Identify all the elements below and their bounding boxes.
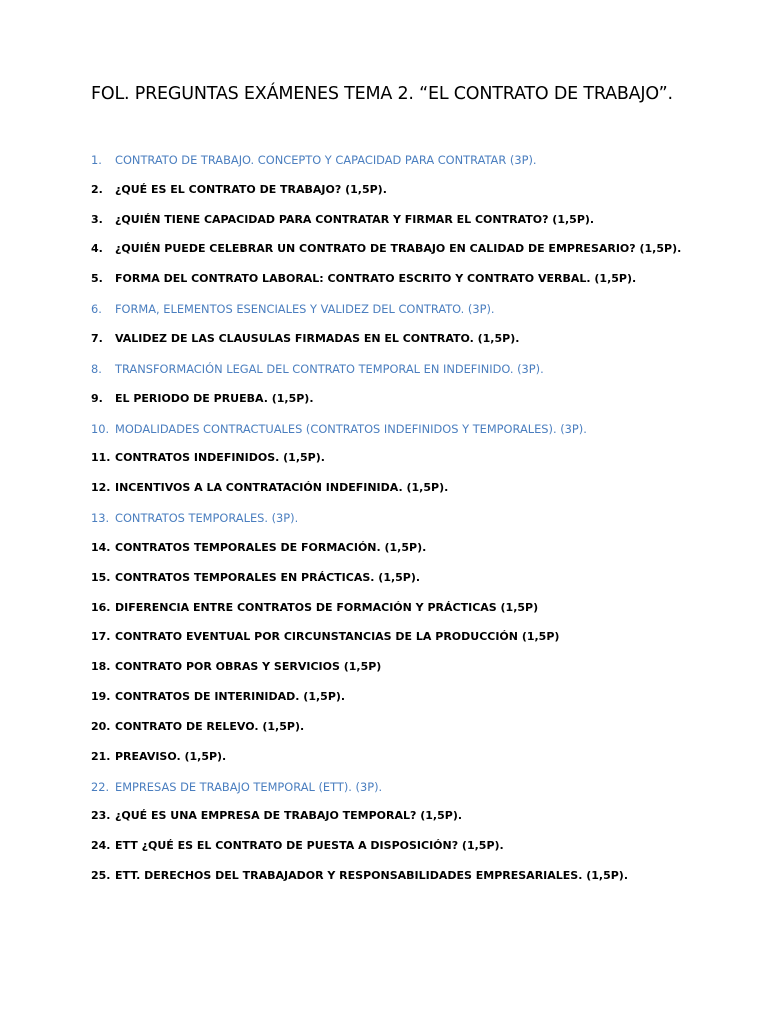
question-item bbox=[91, 324, 741, 354]
question-item bbox=[91, 802, 741, 832]
question-number: 21. bbox=[91, 749, 111, 763]
question-number: 14. bbox=[91, 540, 111, 554]
question-item bbox=[91, 414, 741, 444]
question-item bbox=[91, 712, 741, 742]
question-number: 9. bbox=[91, 391, 103, 405]
question-text: TRANSFORMACIÓN LEGAL DEL CONTRATO TEMPORAL EN INDEFINIDO. (3P). bbox=[115, 361, 544, 376]
question-item bbox=[91, 384, 741, 414]
question-text: CONTRATO POR OBRAS Y SERVICIOS (1,5P) bbox=[115, 660, 382, 674]
question-number: 1. bbox=[91, 152, 102, 167]
question-number: 23. bbox=[91, 809, 111, 823]
question-number: 4. bbox=[91, 242, 103, 256]
question-number: 8. bbox=[91, 361, 102, 376]
question-item bbox=[91, 742, 741, 772]
question-item bbox=[91, 652, 741, 682]
question-item bbox=[91, 294, 741, 324]
question-text: FORMA, ELEMENTOS ESENCIALES Y VALIDEZ DEL CONTRATO. (3P). bbox=[115, 302, 495, 317]
question-number: 11. bbox=[91, 451, 111, 465]
question-number: 17. bbox=[91, 630, 111, 644]
question-text: CONTRATO DE TRABAJO. CONCEPTO Y CAPACIDAD PARA CONTRATAR (3P). bbox=[115, 152, 537, 167]
question-text: ETT. DERECHOS DEL TRABAJADOR Y RESPONSABILIDADES EMPRESARIALES. (1,5P). bbox=[115, 869, 629, 883]
question-item bbox=[91, 563, 741, 593]
question-item bbox=[91, 682, 741, 712]
question-text: CONTRATOS TEMPORALES. (3P). bbox=[115, 511, 299, 526]
question-text: CONTRATOS TEMPORALES EN PRÁCTICAS. (1,5P). bbox=[115, 570, 421, 584]
question-item bbox=[91, 593, 741, 623]
question-text: ¿QUIÉN TIENE CAPACIDAD PARA CONTRATAR Y FIRMAR EL CONTRATO? (1,5P). bbox=[115, 212, 595, 226]
question-item bbox=[91, 264, 741, 294]
question-text: CONTRATO EVENTUAL POR CIRCUNSTANCIAS DE LA PRODUCCIÓN (1,5P) bbox=[115, 630, 560, 644]
question-item bbox=[91, 503, 741, 533]
question-item bbox=[91, 235, 741, 265]
question-number: 7. bbox=[91, 331, 103, 345]
question-number: 19. bbox=[91, 690, 111, 704]
question-text: PREAVISO. (1,5P). bbox=[115, 749, 227, 763]
question-item bbox=[91, 533, 741, 563]
question-number: 12. bbox=[91, 481, 111, 495]
question-number: 3. bbox=[91, 212, 103, 226]
question-number: 10. bbox=[91, 421, 110, 436]
question-text: EL PERIODO DE PRUEBA. (1,5P). bbox=[115, 391, 314, 405]
question-number: 20. bbox=[91, 719, 111, 733]
question-item bbox=[91, 175, 741, 205]
question-list bbox=[91, 145, 741, 891]
question-item bbox=[91, 831, 741, 861]
question-text: INCENTIVOS A LA CONTRATACIÓN INDEFINIDA. (1,5P). bbox=[115, 481, 449, 495]
question-text: ETT ¿QUÉ ES EL CONTRATO DE PUESTA A DISPOSICIÓN? (1,5P). bbox=[115, 839, 504, 853]
question-number: 6. bbox=[91, 302, 102, 317]
question-text: EMPRESAS DE TRABAJO TEMPORAL (ETT). (3P). bbox=[115, 779, 383, 794]
question-number: 22. bbox=[91, 779, 110, 794]
question-text: CONTRATOS INDEFINIDOS. (1,5P). bbox=[115, 451, 325, 465]
question-item bbox=[91, 354, 741, 384]
question-text: ¿QUÉ ES UNA EMPRESA DE TRABAJO TEMPORAL? (1,5P). bbox=[115, 809, 463, 823]
question-item bbox=[91, 623, 741, 653]
question-item bbox=[91, 443, 741, 473]
question-number: 25. bbox=[91, 869, 111, 883]
question-number: 24. bbox=[91, 839, 111, 853]
question-item bbox=[91, 205, 741, 235]
question-text: ¿QUÉ ES EL CONTRATO DE TRABAJO? (1,5P). bbox=[115, 182, 387, 196]
question-number: 5. bbox=[91, 272, 103, 286]
question-text: MODALIDADES CONTRACTUALES (CONTRATOS INDEFINIDOS Y TEMPORALES). (3P). bbox=[115, 421, 587, 436]
question-number: 15. bbox=[91, 570, 111, 584]
question-item bbox=[91, 861, 741, 891]
question-number: 18. bbox=[91, 660, 111, 674]
question-text: CONTRATO DE RELEVO. (1,5P). bbox=[115, 719, 305, 733]
question-text: VALIDEZ DE LAS CLAUSULAS FIRMADAS EN EL CONTRATO. (1,5P). bbox=[115, 331, 520, 345]
question-number: 2. bbox=[91, 182, 103, 196]
question-item bbox=[91, 772, 741, 802]
question-text: CONTRATOS TEMPORALES DE FORMACIÓN. (1,5P). bbox=[115, 540, 427, 554]
question-number: 13. bbox=[91, 511, 110, 526]
question-text: FORMA DEL CONTRATO LABORAL: CONTRATO ESCRITO Y CONTRATO VERBAL. (1,5P). bbox=[115, 272, 637, 286]
question-number: 16. bbox=[91, 600, 111, 614]
question-text: DIFERENCIA ENTRE CONTRATOS DE FORMACIÓN Y PRÁCTICAS (1,5P) bbox=[115, 600, 539, 614]
question-item bbox=[91, 145, 741, 175]
question-item bbox=[91, 473, 741, 503]
document-title: FOL. PREGUNTAS EXÁMENES TEMA 2. “EL CONTRATO DE TRABAJO”. bbox=[91, 84, 673, 104]
question-text: ¿QUIÉN PUEDE CELEBRAR UN CONTRATO DE TRABAJO EN CALIDAD DE EMPRESARIO? (1,5P). bbox=[115, 242, 682, 256]
question-text: CONTRATOS DE INTERINIDAD. (1,5P). bbox=[115, 690, 346, 704]
